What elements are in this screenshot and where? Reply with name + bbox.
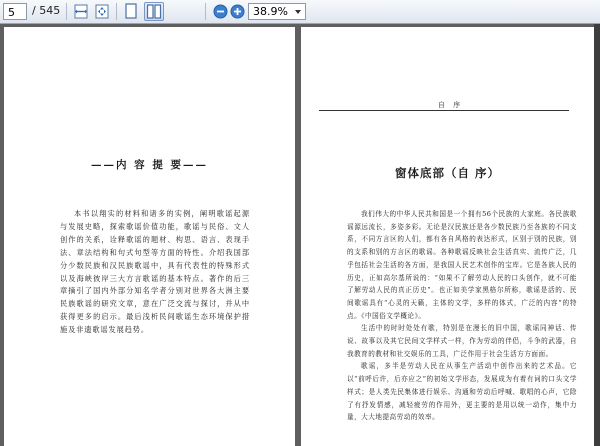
zoom-in-icon (230, 4, 245, 19)
page-total-label: / 545 (32, 4, 61, 17)
toolbar-separator (205, 3, 206, 20)
chevron-down-icon[interactable] (292, 4, 304, 19)
fit-width-icon (71, 2, 91, 21)
summary-title: ——内 容 提 要—— (91, 159, 208, 171)
document-viewer[interactable] (0, 24, 600, 446)
right-page (301, 27, 594, 446)
toolbar-separator (66, 3, 67, 20)
zoom-out-icon (213, 4, 228, 19)
fit-page-button[interactable] (92, 2, 112, 21)
preface-body (347, 208, 577, 424)
left-page (4, 27, 295, 446)
summary-paragraph: 本书以翔实的材料和诸多的实例，阐明歌谣起源与发展史略，探索歌谣价值功能，歌谣与民俗、文人创作的关系，诠释歌谣的题材、构思、语言、表现手法、章法结构和句式句型等方面的特性。介绍我国部分少数民族和汉民族歌谣中，具有代表性的特殊形式以及海峡彼岸三大方言歌谣的基本特点。著作的后三章摘引了国内外部分知名学者分别对世界各大洲主要民族歌谣的研究文章，意在广泛交流与探讨，并从中获得更多的启示。最后浅析民间歌谣生态环境保护措施及非遗歌谣发展趋势。 (60, 209, 250, 335)
zoom-select[interactable] (248, 3, 306, 20)
two-page-icon (145, 3, 163, 20)
two-page-button[interactable] (144, 2, 164, 21)
preface-paragraph: 我们伟大的中华人民共和国是一个拥有56个民族的大家庭。各民族歌谣源远流长，多姿多彩。无论是汉民族还是各少数民族乃至各族的不同支系，不同方言区的人们，都有各自风格的表达形式，区别于别的民族，别的支系和别的方言区的歌谣。各种歌谣反映社会生活真实、流传广泛，几乎包括社会生活的各方面，是我国人民艺术创作的宝库。它是各族人民的历史，正如高尔基所说的：“如果不了解劳动人民的口头创作，就不可能了解劳动人民的真正历史”。也正如美学家黑格尔所称，歌谣是活的、民间歌谣具有“心灵的天籁，主体的文学，多样的体式，广泛的内容”的特点。《中国俗文学概论》。 (347, 210, 577, 320)
toolbar-separator (116, 3, 117, 20)
toolbar (0, 0, 600, 24)
fit-width-button[interactable] (71, 2, 91, 21)
preface-paragraph: 生活中的时时处处有歌，特别是在漫长的旧中国，歌谣同神话、传说、故事以及其它民间文学样式一样，作为劳动的伴侣，斗争的武器，自我教育的教材和社交娱乐的工具，广泛作用于社会生活方方面面。 (347, 324, 577, 358)
preface-paragraph: 歌谣，多半是劳动人民在从事生产活动中创作出来的艺术品。它以“前呼后许，后亦应之”的初始文学形态，发展成为有着有词的口头文学样式；是人类先民集体进行娱乐、沟通和劳动后呼喊、歌唱的心声，它除了有抒发情感，减轻疲劳的作用外，更主要的是用以统一动作，集中力量，大大地提高劳动的效率。 (347, 362, 577, 422)
header-rule (319, 110, 569, 111)
single-page-icon (121, 2, 141, 21)
preface-title: 窗体底部（自 序） (394, 166, 500, 180)
zoom-out-button[interactable] (213, 4, 228, 19)
fit-page-icon (92, 2, 112, 21)
page-number-input[interactable]: 5 (3, 3, 27, 20)
zoom-value: 38.9% (253, 5, 288, 18)
zoom-in-button[interactable] (230, 4, 245, 19)
running-header: 自 序 (437, 101, 464, 109)
vertical-scrollbar[interactable] (594, 24, 600, 446)
single-page-button[interactable] (121, 2, 141, 21)
